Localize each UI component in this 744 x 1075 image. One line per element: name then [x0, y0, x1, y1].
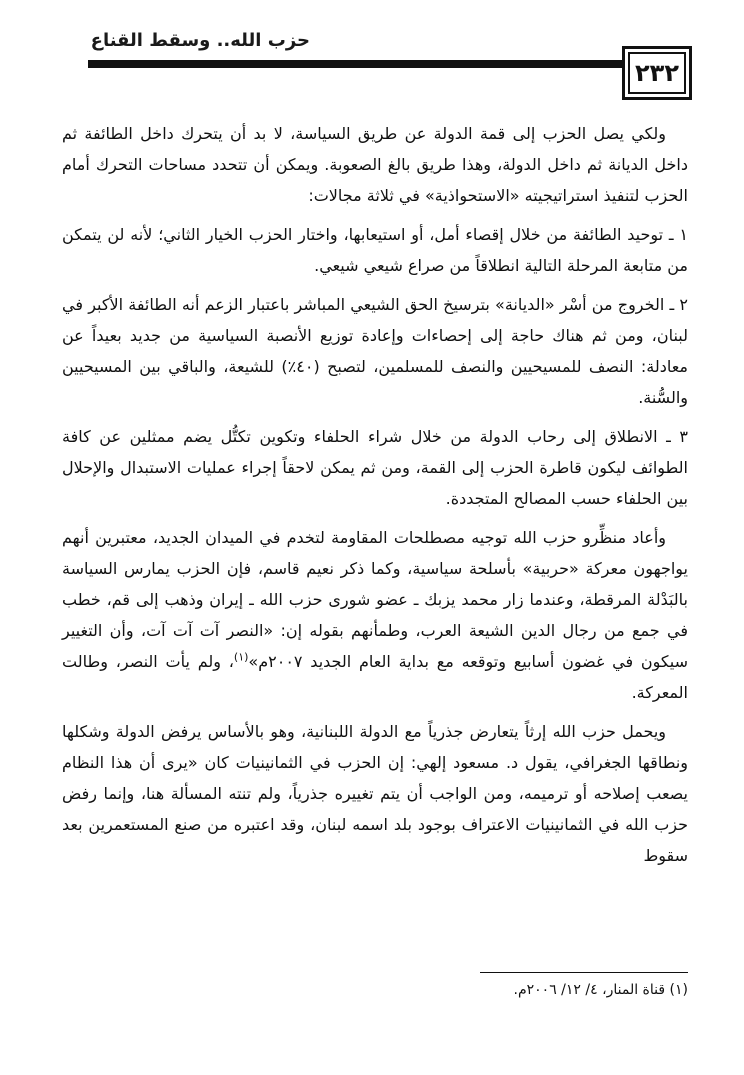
- paragraph-point-1: ١ ـ توحيد الطائفة من خلال إقصاء أمل، أو استيعابها، واختار الحزب الخيار الثاني؛ لأنه لن يتمكن من متابعة المرحلة التالية انطلاقاً من صراع شيعي شيعي.: [62, 225, 688, 275]
- running-header-title: حزب الله.. وسقط القناع: [90, 30, 310, 51]
- footnote-rule: [480, 972, 688, 973]
- paragraph-legacy: ويحمل حزب الله إرثاً يتعارض جذرياً مع الدولة اللبنانية، وهو بالأساس يرفض الدولة وشكلها ونطاقها الجغرافي، يقول د. مسعود إلهي: إن الحزب في الثمانينيات كان «يرى أن هذا النظام يصعب إصلاحه أو ترميمه، ومن الواجب أن يتم تغييره جذرياً، ولم تنته المسألة هنا، وإنما رفض حزب الله في الثمانينيات الاعتراف بوجود بلد اسمه لبنان، وقد اعتبره من صنع المستعمرين بعد سقوط: [62, 722, 688, 865]
- header-rule: [88, 60, 624, 68]
- paragraph-ideologues-tail: ، ولم يأت النصر، وطالت المعركة.: [62, 652, 688, 702]
- paragraph-point-3: ٣ ـ الانطلاق إلى رحاب الدولة من خلال شراء الحلفاء وتكوين تكتُّل يضم ممثلين عن كافة الطوائف ليكون قاطرة الحزب إلى القمة، ومن ثم يمكن لاحقاً إجراء عمليات الاستبدال والإحلال بين الحلفاء حسب المصالح المتجددة.: [62, 427, 688, 508]
- paragraph-ideologues: [62, 522, 688, 708]
- paragraph-point-2: ٢ ـ الخروج من أسْر «الديانة» بترسيخ الحق الشيعي المباشر باعتبار الزعم أنه الطائفة الأكبر في لبنان، ومن ثم هناك حاجة إلى إحصاءات وإعادة توزيع الأنصبة السياسية من جديد بعيداً عن معادلة: النصف للمسيحيين والنصف للمسلمين، لتصبح (٤٠٪) للشيعة، والباقي بين المسيحيين والسُّنة.: [62, 295, 689, 407]
- footnote: (١) قناة المنار، ٤/ ١٢/ ٢٠٠٦م.: [513, 982, 688, 998]
- page-number: ٢٣٢: [622, 46, 692, 100]
- paragraph-ideologues-text: وأعاد منظِّرو حزب الله توجيه مصطلحات المقاومة لتخدم في الميدان الجديد، معتبرين أنهم يواجهون معركة «حربية» بأسلحة سياسية، وكما ذكر نعيم قاسم، فإن الحزب يمارس السياسة بالبَدْلة المرقطة، وعندما زار محمد يزبك ـ عضو شورى حزب الله ـ إيران وذهب إلى قم، خطب في جمع من رجال الدين الشيعة العرب، وطمأنهم بقوله إن: «النصر آت آت آت، وأن التغيير سيكون في غضون أسابيع وتوقعه مع بداية العام الجديد ٢٠٠٧م»: [62, 528, 688, 671]
- footnote-reference[interactable]: (١): [233, 650, 249, 664]
- paragraph-intro: ولكي يصل الحزب إلى قمة الدولة عن طريق السياسة، لا بد أن يتحرك داخل الطائفة ثم داخل الديانة ثم داخل الدولة، وهذا طريق بالغ الصعوبة. ويمكن أن تتحدد مساحات التحرك أمام الحزب لتنفيذ استراتيجيته «الاستحواذية» في ثلاثة مجالات:: [62, 124, 688, 205]
- body-text: [62, 118, 688, 879]
